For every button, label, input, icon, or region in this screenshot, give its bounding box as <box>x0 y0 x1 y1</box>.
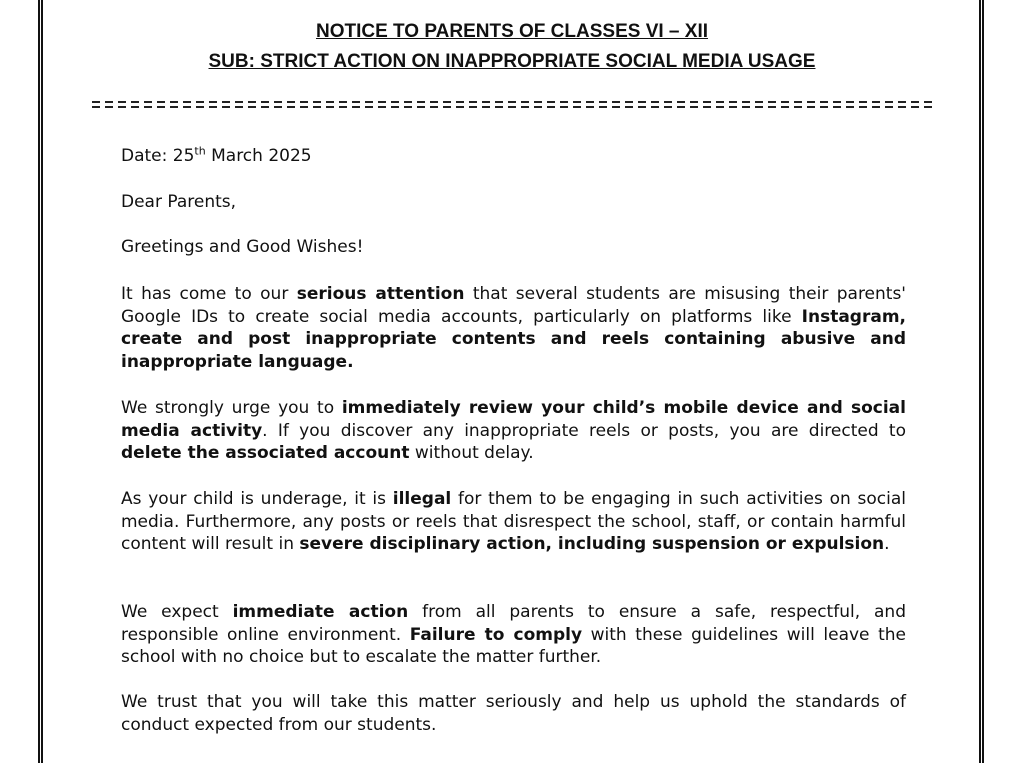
text-run: We trust that you will take this matter seriously and help us uphold the standards of conduct expected from our students. <box>121 692 906 735</box>
text-run: We strongly urge you to <box>121 398 342 418</box>
bold-text-run: Failure to comply <box>409 624 583 645</box>
paragraph-immediate-action <box>121 601 906 669</box>
date-month-year: March 2025 <box>205 146 312 166</box>
paragraph-review-devices <box>121 397 906 465</box>
bold-text-run: delete the associated account <box>121 443 410 463</box>
text-run: that several students are misusing their parents' Google IDs to create social media accounts, particularly on platforms like <box>121 284 906 327</box>
text-run: It has come to our <box>121 284 297 304</box>
bold-text-run: immediately review your child’s mobile device and social media activity <box>121 398 906 441</box>
text-run: from all parents to ensure a safe, respectful, and responsible online environment. <box>121 602 906 645</box>
paragraph-serious-attention <box>121 283 906 373</box>
bold-text-run: immediate action <box>232 602 409 622</box>
bold-text-run: serious attention <box>296 284 465 304</box>
notice-subject: SUB: STRICT ACTION ON INAPPROPRIATE SOCIAL MEDIA USAGE <box>208 51 816 72</box>
text-run: . If you discover any inappropriate reels or posts, you are directed to <box>262 420 906 441</box>
salutation: Dear Parents, <box>121 192 237 212</box>
bold-text-run: Instagram, create and post inappropriate contents and reels containing abusive and inappropriate language. <box>121 306 906 372</box>
text-run: for them to be engaging in such activities on social media. Furthermore, any posts or reels that disrespect the school, staff, or contain harmful content will result in <box>121 489 906 554</box>
paragraph-illegal-underage <box>121 488 906 556</box>
text-run: . <box>884 534 890 554</box>
bold-text-run: illegal <box>392 489 452 509</box>
paragraph-closing <box>121 691 906 736</box>
greeting-line: Greetings and Good Wishes! <box>121 237 364 257</box>
bold-text-run: severe disciplinary action, including suspension or expulsion <box>299 534 885 554</box>
double-dashed-divider <box>92 100 934 108</box>
page-border-right <box>979 0 984 763</box>
text-run: with these guidelines will leave the school with no choice but to escalate the matter further. <box>121 624 906 667</box>
notice-date <box>121 145 906 168</box>
date-label: Date: 25 <box>121 146 195 166</box>
page-border-left <box>38 0 43 763</box>
text-run: As your child is underage, it is <box>121 489 393 509</box>
text-run: We expect <box>121 602 233 622</box>
text-run: without delay. <box>409 443 534 463</box>
notice-title: NOTICE TO PARENTS OF CLASSES VI – XII <box>315 21 709 42</box>
date-ordinal-suffix: th <box>194 144 206 158</box>
